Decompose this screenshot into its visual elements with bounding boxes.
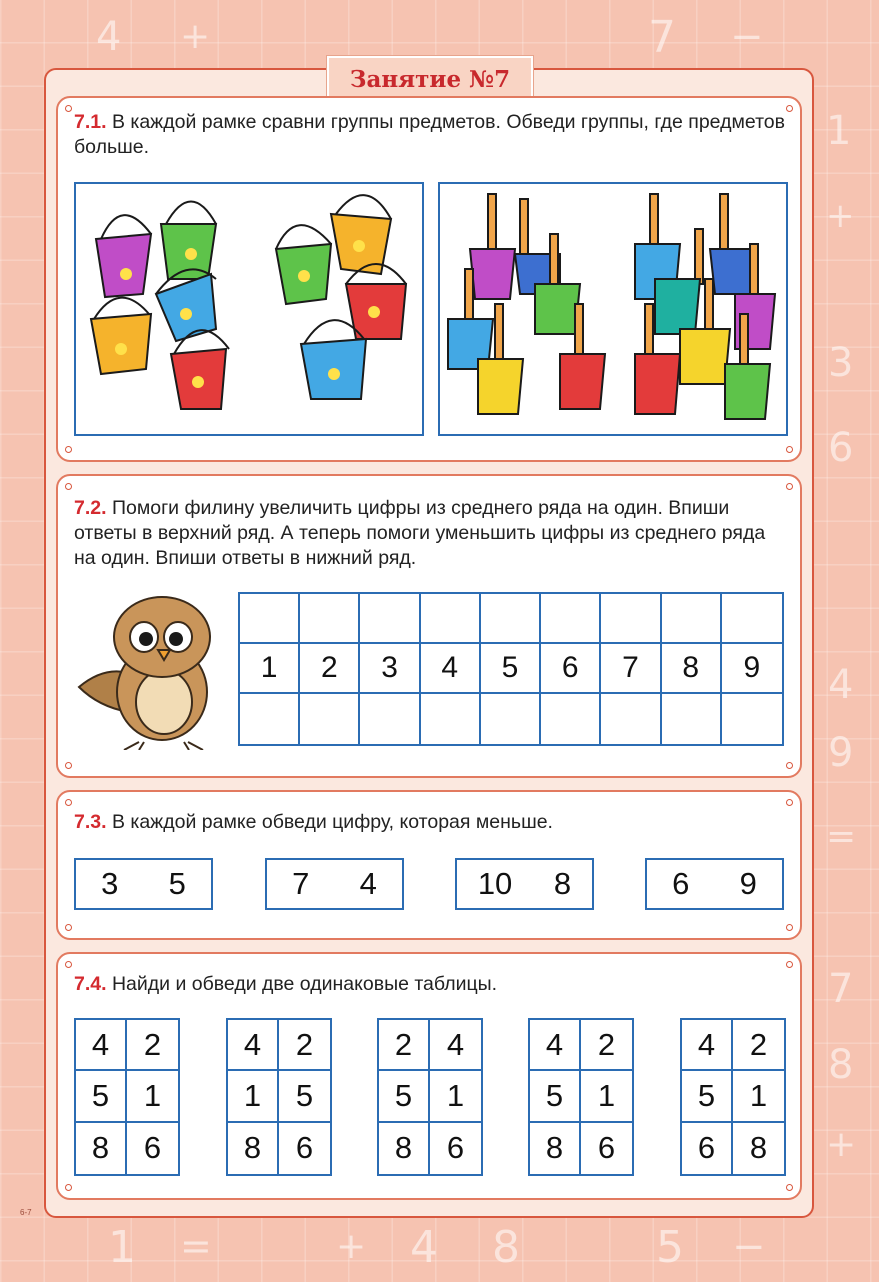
middle-row-cell: 6 <box>541 644 601 694</box>
lesson-title: Занятие №7 <box>327 56 533 102</box>
table-cell: 1 <box>581 1071 632 1122</box>
bg-digit-4-bottom: 4 <box>410 1222 438 1273</box>
shovels-illustration <box>440 184 786 434</box>
bottom-row-cell[interactable] <box>541 694 601 744</box>
bottom-row-cell[interactable] <box>662 694 722 744</box>
middle-row-cell: 2 <box>300 644 360 694</box>
top-row-cell[interactable] <box>722 594 782 644</box>
task-card-7-1 <box>56 96 802 462</box>
bg-digit-7-right: 7 <box>828 966 854 1012</box>
bg-digit-6: 6 <box>828 425 854 471</box>
task-7-4-text <box>74 972 790 997</box>
table-cell: 5 <box>76 1071 127 1122</box>
buckets-illustration <box>76 184 422 434</box>
bg-plus-bottom: + <box>336 1226 367 1267</box>
middle-row-cell: 9 <box>722 644 782 694</box>
compare-left-number[interactable]: 10 <box>477 866 513 901</box>
bottom-row-cell[interactable] <box>421 694 481 744</box>
table-cell: 5 <box>379 1071 430 1122</box>
table-cell: 1 <box>430 1071 481 1122</box>
bg-digit-9: 9 <box>828 730 854 776</box>
table-cell: 6 <box>295 1130 314 1166</box>
table-cell: 6 <box>446 1130 465 1166</box>
top-row-cell[interactable] <box>541 594 601 644</box>
top-row-cell[interactable] <box>300 594 360 644</box>
table-cell: 2 <box>733 1020 784 1071</box>
bg-digit-4-right: 4 <box>828 662 854 708</box>
table-cell: 4 <box>228 1020 279 1071</box>
number-table[interactable] <box>74 1018 180 1176</box>
bg-digit-1-bottom: 1 <box>108 1222 136 1273</box>
task-7-3-text <box>74 810 790 835</box>
compare-box[interactable] <box>265 858 404 910</box>
compare-right-number[interactable]: 4 <box>359 866 377 901</box>
table-cell: 2 <box>127 1020 178 1071</box>
task-7-3-number: 7.3. <box>74 811 107 833</box>
task-7-1-number: 7.1. <box>74 111 107 133</box>
middle-row-cell: 1 <box>240 644 300 694</box>
task-7-2-text <box>74 496 790 571</box>
bottom-row-cell[interactable] <box>240 694 300 744</box>
table-cell: 6 <box>682 1123 733 1174</box>
bg-digit-8: 8 <box>828 1042 854 1088</box>
compare-right-number[interactable]: 5 <box>168 866 186 901</box>
compare-left-number[interactable]: 7 <box>292 866 310 901</box>
bg-minus-bottom: − <box>732 1224 766 1270</box>
bg-digit-5-bottom: 5 <box>656 1222 684 1273</box>
task-7-1-text <box>74 110 790 160</box>
task-card-7-3 <box>56 790 802 940</box>
top-row-cell[interactable] <box>481 594 541 644</box>
table-cell: 4 <box>430 1020 481 1071</box>
table-cell: 6 <box>597 1130 616 1166</box>
number-table[interactable] <box>680 1018 786 1176</box>
middle-row-cell: 8 <box>662 644 722 694</box>
top-row-cell[interactable] <box>662 594 722 644</box>
table-cell: 8 <box>379 1123 430 1174</box>
buckets-picture <box>74 182 424 436</box>
number-table[interactable] <box>226 1018 332 1176</box>
middle-row-cell: 7 <box>601 644 661 694</box>
table-cell: 4 <box>682 1020 733 1071</box>
bg-digit-1: 1 <box>826 108 852 154</box>
table-cell: 1 <box>733 1071 784 1122</box>
bottom-row-cell[interactable] <box>300 694 360 744</box>
top-row-cell[interactable] <box>240 594 300 644</box>
compare-box[interactable] <box>74 858 213 910</box>
bottom-row-cell[interactable] <box>601 694 661 744</box>
page-number: 6-7 <box>20 1208 32 1217</box>
compare-right-number[interactable]: 9 <box>739 866 757 901</box>
middle-row-cell: 5 <box>481 644 541 694</box>
table-cell: 8 <box>749 1130 768 1166</box>
top-row-cell[interactable] <box>601 594 661 644</box>
owl-illustration <box>74 592 224 750</box>
bg-digit-4: 4 <box>96 14 122 60</box>
compare-box[interactable] <box>645 858 784 910</box>
middle-row-cell: 4 <box>421 644 481 694</box>
table-cell: 2 <box>279 1020 330 1071</box>
compare-left-number[interactable]: 3 <box>101 866 119 901</box>
bottom-row-cell[interactable] <box>360 694 420 744</box>
task-7-3-instructions: В каждой рамке обведи цифру, которая меньше. <box>111 811 553 833</box>
table-cell: 6 <box>143 1130 162 1166</box>
bg-equals: = <box>826 816 857 857</box>
owl-number-grid <box>238 592 784 746</box>
task-card-7-4 <box>56 952 802 1200</box>
bg-equals-bottom: = <box>180 1224 212 1268</box>
table-cell: 4 <box>530 1020 581 1071</box>
shovels-picture <box>438 182 788 436</box>
bg-plus-bottom-right: + <box>826 1124 857 1165</box>
table-cell: 1 <box>127 1071 178 1122</box>
compare-left-number[interactable]: 6 <box>672 866 690 901</box>
table-cell: 5 <box>682 1071 733 1122</box>
compare-box[interactable] <box>455 858 594 910</box>
task-card-7-2 <box>56 474 802 778</box>
task-7-4-instructions: Найди и обведи две одинаковые таблицы. <box>111 973 498 995</box>
bg-minus: − <box>730 14 764 60</box>
top-row-cell[interactable] <box>421 594 481 644</box>
bg-digit-3: 3 <box>828 340 854 386</box>
middle-row-cell: 3 <box>360 644 420 694</box>
task-7-2-instructions: Помоги филину увеличить цифры из среднего ряда на один. Впиши ответы в верхний ряд. А теперь помоги уменьшить цифры из среднего ряда на один. Впиши ответы в нижний ряд. <box>74 497 766 569</box>
bg-plus: + <box>180 16 211 57</box>
table-cell: 1 <box>228 1071 279 1122</box>
bg-digit-7: 7 <box>648 12 676 63</box>
task-7-4-number: 7.4. <box>74 973 107 995</box>
bg-plus-right: + <box>826 196 855 236</box>
bottom-row-cell[interactable] <box>481 694 541 744</box>
task-7-2-number: 7.2. <box>74 497 107 519</box>
top-row-cell[interactable] <box>360 594 420 644</box>
bg-digit-8-bottom: 8 <box>492 1222 520 1273</box>
task-7-1-instructions: В каждой рамке сравни группы предметов. Обведи группы, где предметов больше. <box>74 111 785 158</box>
table-cell: 8 <box>76 1123 127 1174</box>
table-cell: 8 <box>530 1123 581 1174</box>
number-table[interactable] <box>377 1018 483 1176</box>
table-cell: 5 <box>279 1071 330 1122</box>
table-cell: 5 <box>530 1071 581 1122</box>
table-cell: 2 <box>581 1020 632 1071</box>
bottom-row-cell[interactable] <box>722 694 782 744</box>
table-cell: 8 <box>228 1123 279 1174</box>
number-table[interactable] <box>528 1018 634 1176</box>
table-cell: 2 <box>379 1020 430 1071</box>
compare-right-number[interactable]: 8 <box>553 866 572 901</box>
table-cell: 4 <box>76 1020 127 1071</box>
